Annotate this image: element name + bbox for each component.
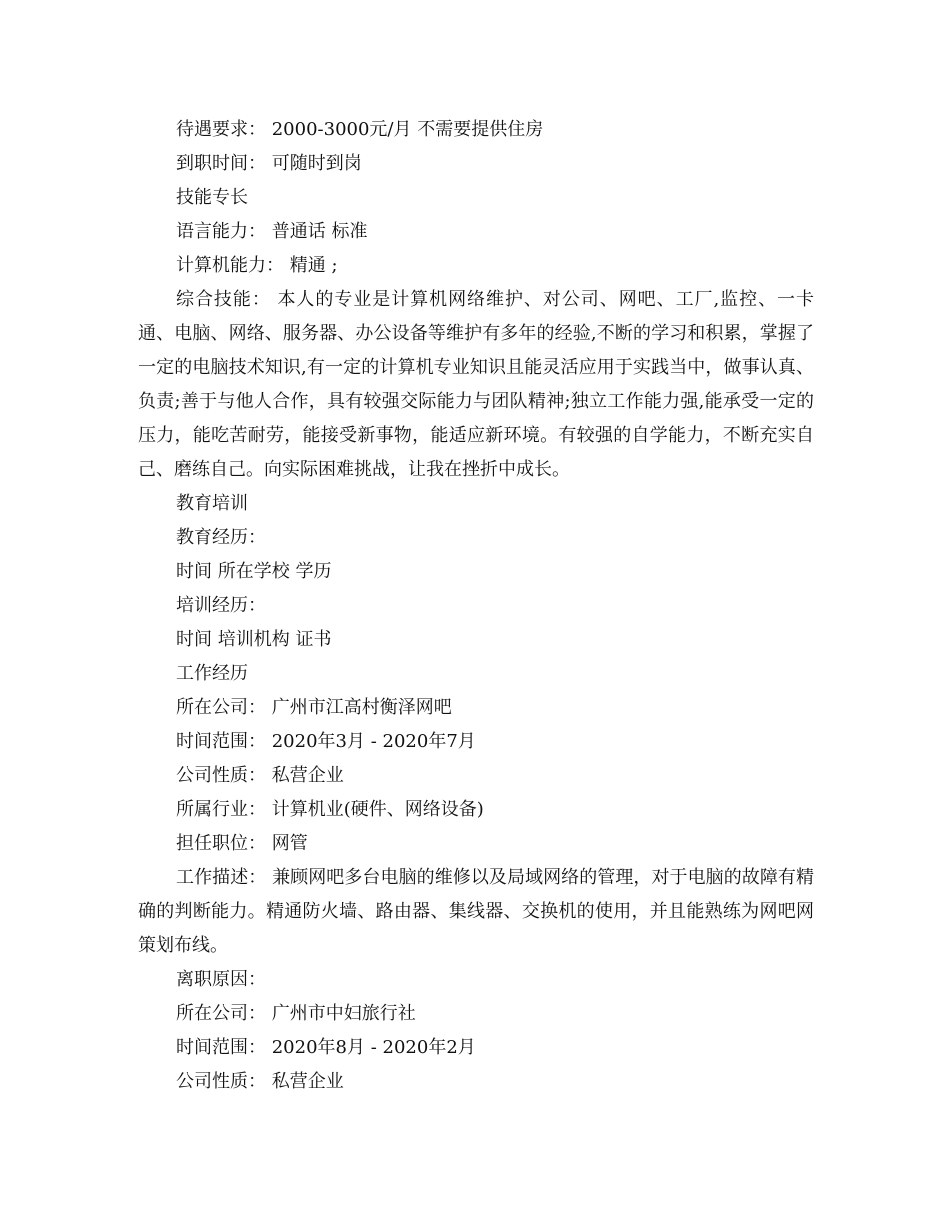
training-history-label: 培训经历： <box>176 595 266 616</box>
resume-content <box>138 113 814 1099</box>
job2-company: 所在公司： 广州市中妇旅行社 <box>176 1003 416 1024</box>
job1-time-range: 时间范围： 2020年3月 - 2020年7月 <box>176 731 476 752</box>
job1-company-type: 公司性质： 私营企业 <box>176 765 344 786</box>
job2-company-type: 公司性质： 私营企业 <box>176 1071 344 1092</box>
salary-requirement: 待遇要求： 2000-3000元/月 不需要提供住房 <box>176 119 544 140</box>
education-history-label: 教育经历： <box>176 527 266 548</box>
job1-industry: 所属行业： 计算机业(硬件、网络设备) <box>176 799 484 820</box>
computer-ability: 计算机能力： 精通 ; <box>176 255 338 276</box>
job1-description-paragraph: 工作描述： 兼顾网吧多台电脑的维修以及局域网络的管理，对于电脑的故障有精确的判断能力。精通防火墙、路由器、集线器、交换机的使用，并且能熟练为网吧网策划布线。 <box>138 867 814 956</box>
language-ability: 语言能力： 普通话 标准 <box>176 221 368 242</box>
comprehensive-skills-paragraph: 综合技能： 本人的专业是计算机网络维护、对公司、网吧、工厂,监控、一卡通、电脑、网络、服务器、办公设备等维护有多年的经验,不断的学习和积累，掌握了一定的电脑技术知识,有一定的计算机专业知识且能灵活应用于实践当中，做事认真、负责;善于与他人合作，具有较强交际能力与团队精神;独立工作能力强,能承受一定的压力，能吃苦耐劳，能接受新事物，能适应新环境。有较强的自学能力，不断充实自己、磨练自己。向实际困难挑战，让我在挫折中成长。 <box>138 289 814 480</box>
job1-company: 所在公司： 广州市江高村衡泽网吧 <box>176 697 452 718</box>
section-heading-education-training: 教育培训 <box>176 493 248 514</box>
section-heading-work-history: 工作经历 <box>176 663 248 684</box>
education-columns: 时间 所在学校 学历 <box>176 561 332 582</box>
job2-time-range: 时间范围： 2020年8月 - 2020年2月 <box>176 1037 476 1058</box>
job1-leave-reason: 离职原因： <box>176 969 266 990</box>
job1-position: 担任职位： 网管 <box>176 833 308 854</box>
section-heading-skills: 技能专长 <box>176 187 248 208</box>
start-time: 到职时间： 可随时到岗 <box>176 153 362 174</box>
training-columns: 时间 培训机构 证书 <box>176 629 332 650</box>
